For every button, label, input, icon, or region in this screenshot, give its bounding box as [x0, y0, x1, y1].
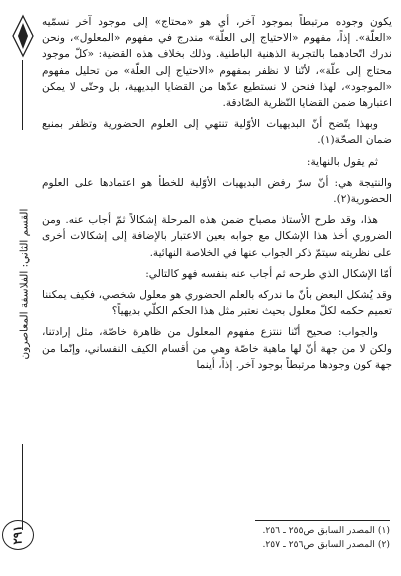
footnote: (١) المصدر السابق ص٢٥٥ ـ ٢٥٦.	[262, 525, 390, 536]
margin-rule-lower	[22, 444, 23, 530]
footnote-separator	[255, 520, 390, 521]
running-section-title	[10, 124, 38, 444]
ornament-icon	[6, 14, 40, 58]
footnotes	[120, 524, 390, 552]
side-margin-band	[6, 14, 40, 562]
paragraph: أمّا الإشكال الذي طرحه ثم أجاب عنه بنفسه فهو كالتالي:	[145, 267, 392, 280]
body-text	[42, 14, 392, 373]
paragraph: وقد يُشكل البعض بأنّ ما ندركه بالعلم الحضوري هو معلول شخصي، فكيف يمكننا تعميم حكمه لكلّ معلول بحيث نعتبر مثل هذا الحكم الكلّي بديهياً؟	[42, 289, 392, 318]
running-section-title-text: القسم الثاني: الفلاسفة المعاصرون	[18, 208, 30, 360]
page-number	[2, 520, 34, 550]
paragraph: ثم يقول بالنهاية:	[306, 155, 378, 168]
margin-rule-upper	[22, 60, 23, 130]
paragraph: والجواب: صحيح أنّنا ننتزع مفهوم المعلول من ظاهرة خاصّة، مثل إرادتنا، ولكن لا من جهة أنّ لها ماهية خاصّة وهي من أقسام الكيف النفساني، وإنّما من جهة كون وجودها مرتبطاً بوجود آخر. إذاً، أينما	[42, 326, 392, 371]
paragraph: والنتيجة هي: أنّ سرّ رفض البديهيات الأوّلية للخطأ هو اعتمادها على العلوم الحضورية(٢).	[42, 176, 392, 206]
paragraph: وبهذا يتّضح أنّ البديهيات الأوّلية تنتهي إلى العلوم الحضورية وتظفر بمنبع ضمان الصحّة(١).	[42, 118, 392, 147]
paragraph: يكون وجوده مرتبطاً بموجود آخر، أي هو «محتاج» إلى موجود آخر نسمّيه «العلّة». إذاً، مفهوم «الاحتياج إلى العلّة» مندرج في مفهوم «المعلول»، ونحن ندرك اتّحادهما بالتجربة الذهنية الباطنية. وذلك بخلاف هذه القضية: «كلّ موجود محتاج إلى علّة»، لأنّنا لا نظفر بمفهوم «الاحتياج إلى العلّة» من تحليل مفهوم «الموجود»، لهذا فنحن لا نستطيع عدّها من القضايا البديهية، بل وحتّى لا يمكن اعتبارها ضمن القضايا النّظرية الصّادقة.	[42, 16, 392, 110]
footnote: (٢) المصدر السابق ص٢٥٦ ـ ٢٥٧.	[262, 539, 390, 550]
paragraph: هذا، وقد طرح الأستاذ مصباح ضمن هذه المرحلة إشكالاً ثمّ أجاب عنه. ومن الضروري أخذ هذا الإشكال مع جوابه بعين الاعتبار بالإضافة إلى إشكالات أخرى على نظريته سيتمّ ذكر الجواب عنها في الخلاصة النهائية.	[42, 214, 392, 259]
page-number-text: ٢٩١	[11, 525, 25, 545]
